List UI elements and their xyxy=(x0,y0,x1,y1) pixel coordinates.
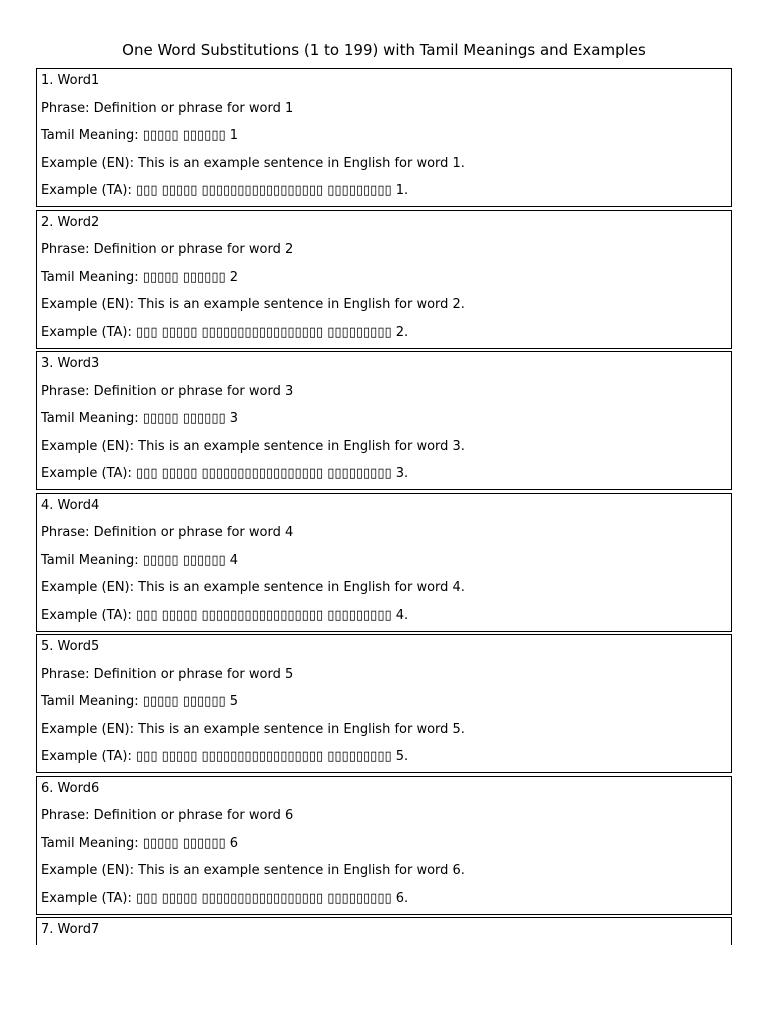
entry-example-ta: Example (TA): ▯▯▯ ▯▯▯▯▯ ▯▯▯▯▯▯▯▯▯▯▯▯▯▯▯▯▯ ▯▯▯▯▯▯▯▯▯ 4. xyxy=(41,607,409,623)
entry-heading: 7. Word7 xyxy=(41,922,100,937)
entry-phrase: Phrase: Definition or phrase for word 1 xyxy=(41,100,294,116)
entry-tamil-meaning: Tamil Meaning: ▯▯▯▯▯ ▯▯▯▯▯▯ 6 xyxy=(41,835,239,851)
page-title: One Word Substitutions (1 to 199) with Tamil Meanings and Examples xyxy=(122,41,646,59)
entry-heading: 5. Word5 xyxy=(41,639,100,654)
entry-tamil-meaning: Tamil Meaning: ▯▯▯▯▯ ▯▯▯▯▯▯ 1 xyxy=(41,128,239,144)
entry-example-en: Example (EN): This is an example sentence in English for word 6. xyxy=(41,863,465,879)
entry-tamil-meaning: Tamil Meaning: ▯▯▯▯▯ ▯▯▯▯▯▯ 5 xyxy=(41,694,239,710)
entry-phrase: Phrase: Definition or phrase for word 5 xyxy=(41,666,294,682)
entry-card xyxy=(36,917,732,945)
entry-example-ta: Example (TA): ▯▯▯ ▯▯▯▯▯ ▯▯▯▯▯▯▯▯▯▯▯▯▯▯▯▯▯ ▯▯▯▯▯▯▯▯▯ 6. xyxy=(41,890,409,906)
entry-heading: 4. Word4 xyxy=(41,497,100,513)
entry-example-en: Example (EN): This is an example sentence in English for word 3. xyxy=(41,438,465,454)
entry-example-en: Example (EN): This is an example sentence in English for word 1. xyxy=(41,155,465,171)
entry-card xyxy=(36,68,732,207)
entry-phrase: Phrase: Definition or phrase for word 6 xyxy=(41,808,294,824)
entry-heading: 2. Word2 xyxy=(41,214,100,230)
entry-card xyxy=(36,776,732,915)
entry-card xyxy=(36,210,732,349)
entry-tamil-meaning: Tamil Meaning: ▯▯▯▯▯ ▯▯▯▯▯▯ 2 xyxy=(41,269,239,285)
entry-heading: 6. Word6 xyxy=(41,780,100,796)
entry-example-en: Example (EN): This is an example sentence in English for word 4. xyxy=(41,580,465,596)
entry-list xyxy=(36,68,732,945)
entry-example-ta: Example (TA): ▯▯▯ ▯▯▯▯▯ ▯▯▯▯▯▯▯▯▯▯▯▯▯▯▯▯▯ ▯▯▯▯▯▯▯▯▯ 2. xyxy=(41,324,409,340)
entry-example-en: Example (EN): This is an example sentence in English for word 2. xyxy=(41,297,465,313)
entry-phrase: Phrase: Definition or phrase for word 2 xyxy=(41,242,294,258)
entry-phrase: Phrase: Definition or phrase for word 3 xyxy=(41,383,294,399)
entry-tamil-meaning: Tamil Meaning: ▯▯▯▯▯ ▯▯▯▯▯▯ 3 xyxy=(41,411,239,427)
entry-phrase: Phrase: Definition or phrase for word 4 xyxy=(41,525,294,541)
entry-example-ta: Example (TA): ▯▯▯ ▯▯▯▯▯ ▯▯▯▯▯▯▯▯▯▯▯▯▯▯▯▯▯ ▯▯▯▯▯▯▯▯▯ 3. xyxy=(41,466,409,482)
entry-card xyxy=(36,351,732,490)
entry-heading: 1. Word1 xyxy=(41,73,100,88)
entry-heading: 3. Word3 xyxy=(41,356,100,371)
entry-example-ta: Example (TA): ▯▯▯ ▯▯▯▯▯ ▯▯▯▯▯▯▯▯▯▯▯▯▯▯▯▯▯ ▯▯▯▯▯▯▯▯▯ 5. xyxy=(41,749,409,765)
entry-card xyxy=(36,493,732,632)
entry-example-ta: Example (TA): ▯▯▯ ▯▯▯▯▯ ▯▯▯▯▯▯▯▯▯▯▯▯▯▯▯▯▯ ▯▯▯▯▯▯▯▯▯ 1. xyxy=(41,183,409,199)
entry-example-en: Example (EN): This is an example sentence in English for word 5. xyxy=(41,721,465,737)
entry-tamil-meaning: Tamil Meaning: ▯▯▯▯▯ ▯▯▯▯▯▯ 4 xyxy=(41,552,239,568)
entry-card xyxy=(36,634,732,773)
